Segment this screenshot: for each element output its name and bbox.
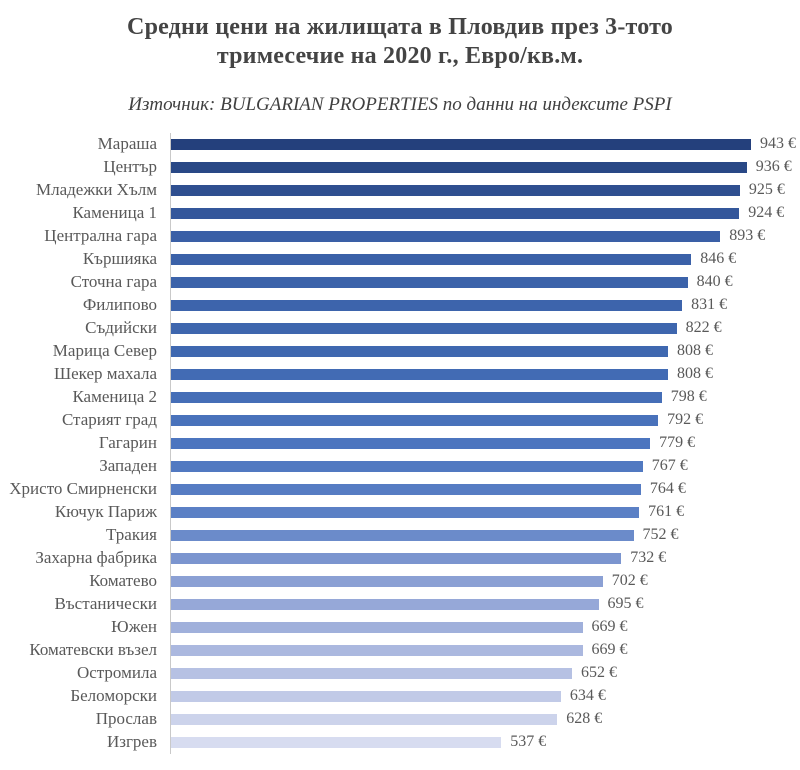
value-label: 652 € [581, 664, 617, 682]
bar [171, 737, 501, 748]
category-label: Прослав [95, 709, 157, 729]
chart-row [0, 248, 800, 271]
plot-area [170, 547, 800, 570]
value-label: 808 € [677, 342, 713, 360]
chart-row [0, 363, 800, 386]
value-label: 752 € [642, 526, 679, 544]
plot-area [170, 340, 800, 363]
category-label: Кючук Париж [54, 502, 157, 522]
bar [171, 185, 740, 196]
value-label: 761 € [648, 503, 685, 521]
category-label: Шекер махала [53, 364, 157, 384]
value-label: 808 € [677, 365, 713, 383]
chart-title-line1: Средни цени на жилищата в Пловдив през 3-тото [127, 14, 673, 40]
chart-row [0, 731, 800, 754]
bar [171, 622, 583, 633]
plot-area [170, 731, 800, 754]
plot-area [170, 685, 800, 708]
chart-subtitle: Източник: BULGARIAN PROPERTIES по данни на индексите PSPI [128, 93, 672, 115]
chart-row [0, 409, 800, 432]
chart-row [0, 662, 800, 685]
bar [171, 208, 739, 219]
category-label: Каменица 2 [72, 387, 157, 407]
plot-area [170, 156, 800, 179]
chart-row [0, 317, 800, 340]
value-label: 840 € [696, 273, 733, 291]
chart-row [0, 501, 800, 524]
plot-area [170, 708, 800, 731]
value-label: 924 € [748, 204, 785, 222]
value-label: 798 € [670, 388, 707, 406]
chart-row [0, 202, 800, 225]
value-label: 669 € [591, 618, 628, 636]
chart-row [0, 432, 800, 455]
bar [171, 691, 561, 702]
bar [171, 415, 658, 426]
chart-row [0, 455, 800, 478]
category-label: Кършияка [82, 249, 157, 269]
chart-row [0, 133, 800, 156]
bar [171, 369, 668, 380]
value-label: 936 € [755, 158, 792, 176]
category-label: Център [103, 157, 157, 177]
bar-chart [0, 133, 800, 754]
plot-area [170, 455, 800, 478]
bar [171, 599, 599, 610]
chart-row [0, 547, 800, 570]
category-label: Съдийски [85, 318, 157, 338]
plot-area [170, 524, 800, 547]
category-label: Филипово [82, 295, 157, 315]
category-label: Коматево [89, 571, 157, 591]
bar [171, 553, 621, 564]
value-label: 695 € [607, 595, 644, 613]
plot-area [170, 593, 800, 616]
category-label: Каменица 1 [72, 203, 157, 223]
value-label: 732 € [630, 549, 667, 567]
chart-row [0, 478, 800, 501]
value-label: 537 € [510, 733, 547, 751]
value-label: 943 € [760, 135, 796, 153]
category-label: Мараша [97, 134, 157, 154]
plot-area [170, 432, 800, 455]
bar [171, 507, 639, 518]
category-label: Сточна гара [70, 272, 157, 292]
chart-row [0, 616, 800, 639]
chart-row [0, 156, 800, 179]
bar [171, 530, 634, 541]
category-label: Изгрев [106, 732, 157, 752]
bar [171, 668, 572, 679]
chart-row [0, 570, 800, 593]
category-label: Южен [111, 617, 157, 637]
value-label: 779 € [659, 434, 696, 452]
value-label: 925 € [748, 181, 785, 199]
chart-title [0, 0, 800, 72]
plot-area [170, 662, 800, 685]
category-label: Захарна фабрика [35, 548, 157, 568]
bar [171, 576, 603, 587]
value-label: 669 € [591, 641, 628, 659]
bar [171, 438, 650, 449]
category-label: Коматевски възел [29, 640, 157, 660]
plot-area [170, 639, 800, 662]
category-label: Остромила [76, 663, 157, 683]
value-label: 767 € [651, 457, 688, 475]
value-label: 634 € [569, 687, 606, 705]
value-label: 702 € [611, 572, 648, 590]
value-label: 822 € [685, 319, 722, 337]
bar [171, 484, 641, 495]
value-label: 792 € [667, 411, 704, 429]
chart-row [0, 340, 800, 363]
chart-row [0, 271, 800, 294]
bar [171, 300, 682, 311]
value-label: 846 € [700, 250, 737, 268]
bar [171, 323, 677, 334]
plot-area [170, 478, 800, 501]
chart-title-line2: тримесечие на 2020 г., Евро/кв.м. [216, 43, 584, 70]
bar [171, 645, 583, 656]
chart-row [0, 639, 800, 662]
bar [171, 714, 557, 725]
chart-row [0, 685, 800, 708]
chart-row [0, 524, 800, 547]
plot-area [170, 133, 800, 156]
plot-area [170, 409, 800, 432]
value-label: 764 € [649, 480, 686, 498]
chart-row [0, 225, 800, 248]
chart-row [0, 294, 800, 317]
plot-area [170, 202, 800, 225]
value-label: 628 € [566, 710, 603, 728]
bar [171, 461, 643, 472]
plot-area [170, 570, 800, 593]
bar [171, 346, 668, 357]
plot-area [170, 386, 800, 409]
category-label: Младежки Хълм [35, 180, 157, 200]
chart-row [0, 386, 800, 409]
plot-area [170, 294, 800, 317]
category-label: Гагарин [98, 433, 157, 453]
bar [171, 254, 691, 265]
bar [171, 277, 688, 288]
category-label: Беломорски [70, 686, 157, 706]
category-label: Марица Север [52, 341, 157, 361]
plot-area [170, 248, 800, 271]
plot-area [170, 271, 800, 294]
plot-area [170, 317, 800, 340]
chart-row [0, 593, 800, 616]
category-label: Западен [99, 456, 157, 476]
category-label: Старият град [61, 410, 157, 430]
chart-row [0, 179, 800, 202]
plot-area [170, 179, 800, 202]
plot-area [170, 363, 800, 386]
value-label: 831 € [691, 296, 728, 314]
bar [171, 162, 747, 173]
bar [171, 139, 751, 150]
value-label: 893 € [729, 227, 766, 245]
plot-area [170, 225, 800, 248]
plot-area [170, 616, 800, 639]
bar [171, 231, 720, 242]
plot-area [170, 501, 800, 524]
category-label: Централна гара [44, 226, 157, 246]
category-label: Христо Смирненски [9, 479, 157, 499]
chart-row [0, 708, 800, 731]
category-label: Въстанически [54, 594, 157, 614]
category-label: Тракия [106, 525, 157, 545]
bar [171, 392, 662, 403]
